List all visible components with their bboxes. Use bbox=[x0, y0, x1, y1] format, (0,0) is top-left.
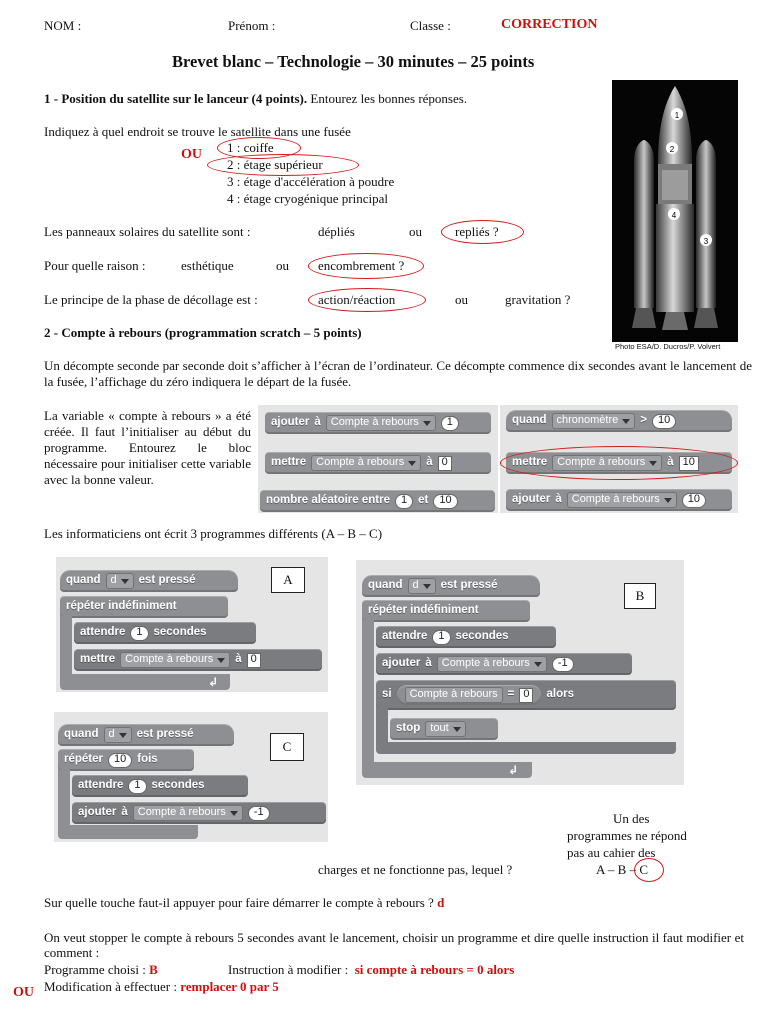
page-title: Brevet blanc – Technologie – 30 minutes – 25 points bbox=[172, 52, 535, 71]
svg-text:4: 4 bbox=[671, 211, 677, 220]
nom-label: NOM : bbox=[44, 18, 82, 33]
block-quand-chronometre[interactable]: quand chronomètre > 10 bbox=[506, 410, 732, 432]
program-b-label: B bbox=[624, 583, 656, 609]
svg-text:1: 1 bbox=[674, 111, 680, 120]
principle-ou: ou bbox=[455, 292, 468, 307]
program-c-repeat[interactable]: répéter 10 fois bbox=[58, 749, 194, 771]
prenom-label: Prénom : bbox=[228, 18, 276, 33]
svg-text:3: 3 bbox=[703, 237, 709, 246]
fail-answer: A – B – C bbox=[596, 862, 649, 877]
rocket-illustration bbox=[612, 80, 738, 342]
fail-text-3: pas au cahier des bbox=[567, 845, 656, 860]
fail-text-1: Un des bbox=[613, 811, 650, 826]
fail-text-4: charges et ne fonctionne pas, lequel ? bbox=[318, 862, 513, 877]
program-b-if-end bbox=[376, 742, 676, 754]
program-b-if[interactable]: si Compte à rebours = 0 alors bbox=[376, 680, 676, 710]
instr-choice: Instruction à modifier : si compte à rebours = 0 alors bbox=[228, 962, 515, 977]
program-c-repeat-side bbox=[58, 769, 70, 825]
q2-intro: Un décompte seconde par seconde doit s’afficher à l’écran de l’ordinateur. Ce décompte commence dix secondes avant le lancement de la fusée, l’affichage du zéro indiquera le départ de la fusée. bbox=[44, 358, 752, 389]
q1-option-1: 1 : coiffe bbox=[227, 140, 274, 155]
reason-option-b: encombrement ? bbox=[318, 258, 405, 273]
stop-question: On veut stopper le compte à rebours 5 secondes avant le lancement, choisir un programme et dire quelle instruction il faut modifier et comment : bbox=[44, 930, 744, 960]
photo-credit: Photo ESA/D. Ducros/P. Volvert bbox=[615, 342, 721, 351]
program-b-ajouter[interactable]: ajouter à Compte à rebours -1 bbox=[376, 653, 632, 675]
reason-label: Pour quelle raison : bbox=[44, 258, 146, 273]
q1-option-2: 2 : étage supérieur bbox=[227, 157, 323, 172]
block-ajouter-10[interactable]: ajouter à Compte à rebours 10 bbox=[506, 489, 732, 511]
program-a-label: A bbox=[271, 567, 305, 593]
block-ajouter-1[interactable]: ajouter à Compte à rebours 1 bbox=[265, 412, 491, 434]
answer-circle-reason bbox=[308, 253, 424, 279]
program-b-forever[interactable]: répéter indéfiniment bbox=[362, 600, 530, 622]
correction-label: CORRECTION bbox=[501, 17, 598, 32]
program-b-stop[interactable]: stop tout bbox=[390, 718, 498, 740]
principle-label: Le principe de la phase de décollage est : bbox=[44, 292, 258, 307]
svg-text:2: 2 bbox=[669, 145, 675, 154]
answer-circle-option-2 bbox=[207, 154, 359, 176]
panels-option-b: repliés ? bbox=[455, 224, 499, 239]
q2-variable-text: La variable « compte à rebours » a été créée. Il faut l’initialiser au début du programme. Entourez le bloc nécessaire pour initialiser cette variable avec la bonne valeur. bbox=[44, 408, 251, 487]
q1-ou: OU bbox=[181, 147, 202, 162]
program-c-wait[interactable]: attendre 1 secondes bbox=[72, 775, 248, 797]
panels-option-a: dépliés bbox=[318, 224, 355, 239]
program-c-label: C bbox=[270, 733, 304, 761]
loop-arrow-icon-b: ↲ bbox=[508, 763, 519, 777]
q1-option-3: 3 : étage d'accélération à poudre bbox=[227, 174, 395, 189]
loop-arrow-icon: ↲ bbox=[208, 675, 219, 689]
program-a-forever-end bbox=[60, 674, 230, 690]
principle-option-b: gravitation ? bbox=[505, 292, 571, 307]
modif-choice: Modification à effectuer : remplacer 0 par 5 bbox=[44, 979, 279, 994]
prog-choice: Programme choisi : B bbox=[44, 962, 158, 977]
program-b-wait[interactable]: attendre 1 secondes bbox=[376, 626, 556, 648]
answer-circle-init-block bbox=[500, 446, 738, 480]
program-c-hat[interactable]: quand d est pressé bbox=[58, 724, 234, 746]
program-c-repeat-end bbox=[58, 825, 198, 839]
panels-ou: ou bbox=[409, 224, 422, 239]
fail-text-2: programmes ne répond bbox=[567, 828, 687, 843]
reason-ou: ou bbox=[276, 258, 289, 273]
program-a-wait[interactable]: attendre 1 secondes bbox=[74, 622, 256, 644]
q1-heading: 1 - Position du satellite sur le lanceur (4 points). Entourez les bonnes réponses. bbox=[44, 91, 468, 106]
panels-label: Les panneaux solaires du satellite sont : bbox=[44, 224, 251, 239]
block-nombre-aleatoire[interactable]: nombre aléatoire entre 1 et 10 bbox=[260, 490, 495, 512]
program-a-hat[interactable]: quand d est pressé bbox=[60, 570, 238, 592]
q1-question: Indiquez à quel endroit se trouve le satellite dans une fusée bbox=[44, 124, 351, 139]
program-c-ajouter[interactable]: ajouter à Compte à rebours -1 bbox=[72, 802, 326, 824]
program-b-forever-end bbox=[362, 762, 532, 778]
q1-option-4: 4 : étage cryogénique principal bbox=[227, 191, 388, 206]
block-mettre-0[interactable]: mettre Compte à rebours à 0 bbox=[265, 452, 491, 474]
program-b-hat[interactable]: quand d est pressé bbox=[362, 575, 540, 597]
classe-label: Classe : bbox=[410, 18, 451, 33]
q2-heading: 2 - Compte à rebours (programmation scratch – 5 points) bbox=[44, 325, 362, 340]
principle-option-a: action/réaction bbox=[318, 292, 396, 307]
answer-circle-panels bbox=[441, 220, 524, 244]
key-question: Sur quelle touche faut-il appuyer pour faire démarrer le compte à rebours ? d bbox=[44, 895, 445, 910]
program-a-mettre[interactable]: mettre Compte à rebours à 0 bbox=[74, 649, 322, 671]
reason-option-a: esthétique bbox=[181, 258, 234, 273]
answer-circle-principle bbox=[308, 288, 426, 312]
program-a-forever[interactable]: répéter indéfiniment bbox=[60, 596, 228, 618]
ou-bottom: OU bbox=[13, 985, 34, 1000]
program-b-forever-side bbox=[362, 620, 374, 762]
program-a-forever-side bbox=[60, 616, 72, 674]
program-b-condition[interactable]: Compte à rebours = 0 bbox=[397, 685, 542, 705]
rocket-photo bbox=[612, 80, 738, 342]
answer-circle-program-c bbox=[634, 858, 664, 882]
block-mettre-10[interactable]: mettre Compte à rebours à 10 bbox=[506, 452, 732, 474]
program-b-if-side bbox=[376, 708, 388, 746]
programs-text: Les informaticiens ont écrit 3 programmes différents (A – B – C) bbox=[44, 526, 383, 541]
